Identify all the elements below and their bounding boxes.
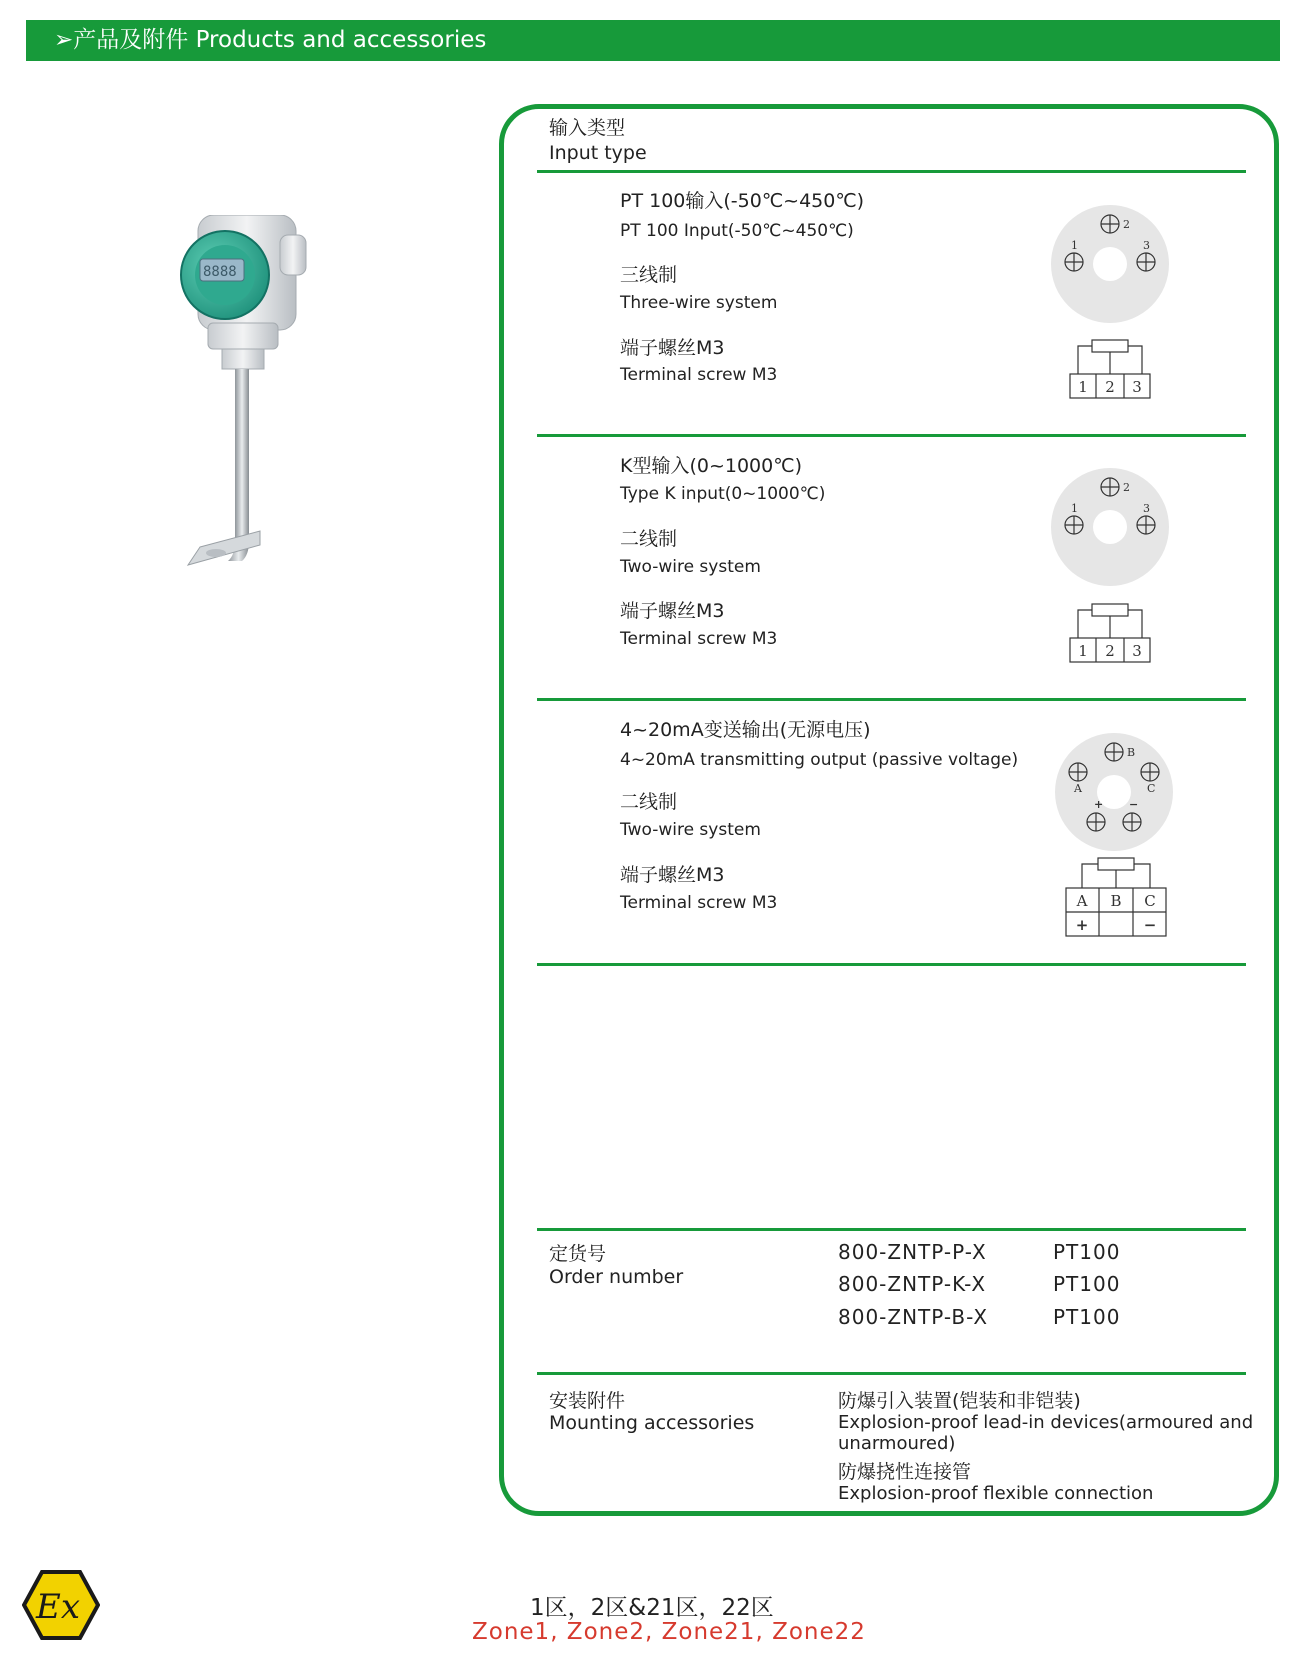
zones-cn: 1区，2区&21区，22区	[530, 1595, 774, 1621]
terminal-label-a: A	[1076, 892, 1088, 910]
section-1-title-en: PT 100 Input(-50℃~450℃)	[620, 221, 854, 241]
divider	[537, 1372, 1246, 1375]
order-code: 800-ZNTP-B-X	[838, 1305, 989, 1329]
terminal-dial-diagram	[1050, 204, 1170, 324]
terminal-sign-minus: −	[1143, 916, 1157, 934]
input-type-label-en: Input type	[549, 142, 647, 164]
accessory-2-cn: 防爆挠性连接管	[838, 1461, 972, 1483]
section-2-screw-en: Terminal screw M3	[620, 629, 778, 649]
section-3-title-en: 4~20mA transmitting output (passive voltage)	[620, 750, 1019, 770]
terminal-block-diagram	[1068, 602, 1152, 664]
terminal-block-diagram	[1068, 338, 1152, 400]
order-number-label-cn: 定货号	[549, 1243, 607, 1265]
section-2-screw-cn: 端子螺丝M3	[620, 600, 725, 622]
accessory-1-cn: 防爆引入装置(铠装和非铠装)	[838, 1390, 1081, 1412]
temperature-transmitter-image	[180, 215, 330, 595]
dial-label-2: 2	[1123, 218, 1130, 231]
divider	[537, 1228, 1246, 1231]
section-3-screw-en: Terminal screw M3	[620, 893, 778, 913]
section-1-wire-cn: 三线制	[620, 264, 678, 286]
terminal-label-c: C	[1144, 892, 1156, 910]
terminal-dial-diagram	[1050, 467, 1170, 587]
dial-label-3: 3	[1143, 502, 1150, 515]
dial-label-plus: +	[1094, 798, 1104, 811]
accessory-1-en-line2: unarmoured)	[838, 1433, 956, 1454]
dial-label-1: 1	[1071, 239, 1078, 252]
order-type: PT100	[1053, 1272, 1121, 1296]
section-3-wire-cn: 二线制	[620, 791, 678, 813]
section-header-bar	[26, 20, 1280, 61]
section-3-wire-en: Two-wire system	[620, 820, 761, 840]
terminal-label-2: 2	[1105, 378, 1115, 396]
dial-label-2: 2	[1123, 481, 1130, 494]
dial-label-c: C	[1147, 782, 1156, 795]
section-header-title: ➢产品及附件 Products and accessories	[54, 27, 487, 53]
section-2-wire-cn: 二线制	[620, 528, 678, 550]
ex-logo-text: Ex	[36, 1587, 80, 1627]
divider	[537, 434, 1246, 437]
accessory-1-en-line1: Explosion-proof lead-in devices(armoured and	[838, 1412, 1254, 1433]
section-1-title-cn: PT 100输入(-50℃~450℃)	[620, 190, 865, 212]
dial-label-a: A	[1074, 782, 1082, 795]
section-3-title-cn: 4~20mA变送输出(无源电压)	[620, 719, 871, 741]
terminal-label-1: 1	[1078, 642, 1088, 660]
order-code: 800-ZNTP-P-X	[838, 1240, 987, 1264]
section-3-screw-cn: 端子螺丝M3	[620, 864, 725, 886]
order-number-label-en: Order number	[549, 1266, 684, 1288]
section-2-title-en: Type K input(0~1000℃)	[620, 484, 826, 504]
terminal-label-2: 2	[1105, 642, 1115, 660]
order-code: 800-ZNTP-K-X	[838, 1272, 987, 1296]
order-type: PT100	[1053, 1240, 1121, 1264]
accessory-2-en-line1: Explosion-proof flexible connection	[838, 1483, 1154, 1504]
terminal-label-1: 1	[1078, 378, 1088, 396]
order-type: PT100	[1053, 1305, 1121, 1329]
zones-en: Zone1, Zone2, Zone21, Zone22	[472, 1619, 866, 1645]
terminal-label-b: B	[1110, 892, 1122, 910]
dial-label-3: 3	[1143, 239, 1150, 252]
section-1-screw-cn: 端子螺丝M3	[620, 337, 725, 359]
terminal-dial-diagram	[1054, 732, 1174, 852]
input-type-label-cn: 输入类型	[549, 117, 626, 139]
divider	[537, 698, 1246, 701]
dial-label-b: B	[1127, 746, 1136, 759]
terminal-label-3: 3	[1132, 378, 1142, 396]
divider	[537, 963, 1246, 966]
dial-label-minus: −	[1129, 798, 1139, 811]
section-2-title-cn: K型输入(0~1000℃)	[620, 455, 802, 477]
svg-text:8888: 8888	[203, 264, 237, 280]
section-1-wire-en: Three-wire system	[620, 293, 778, 313]
accessories-label-cn: 安装附件	[549, 1390, 626, 1412]
section-2-wire-en: Two-wire system	[620, 557, 761, 577]
ex-explosion-proof-logo	[22, 1570, 100, 1640]
divider	[537, 170, 1246, 173]
terminal-label-3: 3	[1132, 642, 1142, 660]
terminal-block-diagram	[1064, 856, 1168, 938]
section-1-screw-en: Terminal screw M3	[620, 365, 778, 385]
dial-label-1: 1	[1071, 502, 1078, 515]
accessories-label-en: Mounting accessories	[549, 1412, 755, 1434]
terminal-sign-plus: +	[1075, 916, 1089, 934]
